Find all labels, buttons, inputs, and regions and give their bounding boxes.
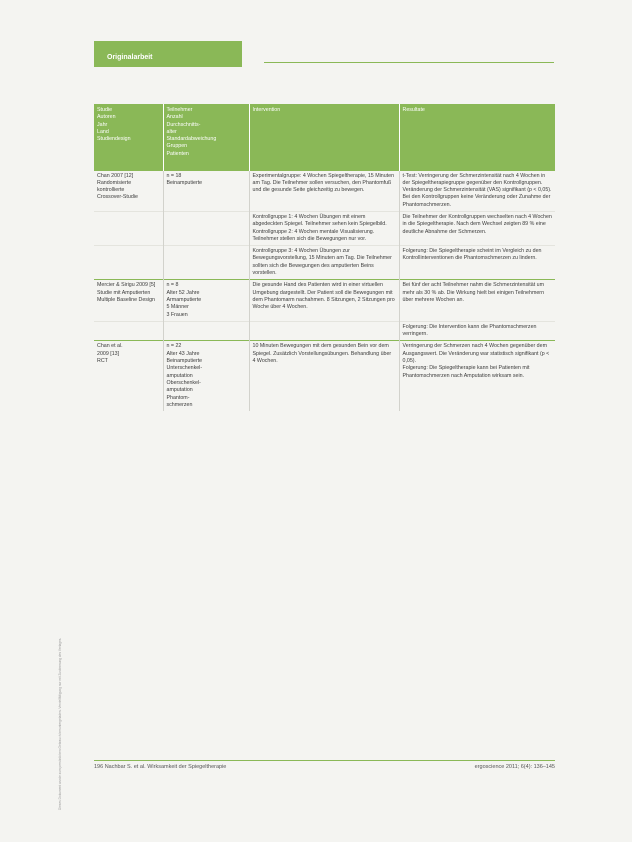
header-rule: [264, 62, 554, 63]
cell-intervention: [249, 321, 399, 341]
cell-intervention: Kontrollgruppe 1: 4 Wochen Übungen mit einem abgedeckten Spiegel. Teilnehmer sehen kein Spiegelbild. Kontrollgruppe 2: 4 Wochen mentale Visualisierung. Teilnehmer stellen sich die Bewegungen nur vor.: [249, 211, 399, 245]
cell-participants: [163, 211, 249, 245]
table-row: [94, 280, 555, 321]
cell-participants: [163, 321, 249, 341]
table-row: [94, 246, 555, 280]
cell-results: Verringerung der Schmerzen nach 4 Wochen gegenüber dem Ausgangswert. Die Veränderung war statistisch signifikant (p < 0,05). Folgerung: Die Spiegeltherapie kann bei Patienten mit Phantomschmerzen nach Amputation wirksam sein.: [399, 341, 555, 411]
table-row: [94, 211, 555, 245]
footer-citation: 196 Nachbar S. et al. Wirksamkeit der Spiegeltherapie: [94, 764, 227, 770]
cell-intervention: 10 Minuten Bewegungen mit dem gesunden Bein vor dem Spiegel. Zusätzlich Vorstellungsübungen. Behandlung über 4 Wochen.: [249, 341, 399, 411]
cell-study: Chan 2007 [12] Randomisierte kontrollierte Crossover-Studie: [94, 170, 163, 211]
cell-results: Folgerung: Die Spiegeltherapie scheint im Vergleich zu den Kontrollinterventionen die Phantomschmerzen zu lindern.: [399, 246, 555, 280]
cell-study: [94, 246, 163, 280]
header-results: Resultate: [399, 104, 555, 170]
table-row: [94, 170, 555, 211]
cell-results: Die Teilnehmer der Kontrollgruppen wechselten nach 4 Wochen in die Spiegeltherapie. Nach dem Wechsel zeigten 89 % eine deutliche Abnahme der Schmerzen.: [399, 211, 555, 245]
cell-study: [94, 211, 163, 245]
table-header-row: [94, 104, 555, 170]
cell-intervention: Kontrollgruppe 3: 4 Wochen Übungen zur Bewegungsvorstellung, 15 Minuten am Tag. Die Teilnehmer sollten sich die Bewegungen des amputierten Beins vorstellen.: [249, 246, 399, 280]
table-row: [94, 341, 555, 411]
header-participants: Teilnehmer Anzahl Durchschnitts- alter Standardabweichung Gruppen Patienten: [163, 104, 249, 170]
cell-results: t-Test: Verringerung der Schmerzintensität nach 4 Wochen in der Spiegeltherapiegruppe gegenüber den Kontrollgruppen. Veränderung der Schmerzintensität (VAS) signifikant (p < 0,05). Bei den Kontrollgruppen keine Veränderung oder Zunahme der Phantomschmerzen.: [399, 170, 555, 211]
footer-rule: [94, 760, 555, 761]
section-tag: Originalarbeit: [94, 41, 242, 67]
results-table: [94, 104, 555, 411]
cell-study: Chan et al. 2009 [13] RCT: [94, 341, 163, 411]
header-study: Studie Autoren Jahr Land Studiendesign: [94, 104, 163, 170]
cell-participants: n = 22 Alter 43 Jahre Beinamputierte Unterschenkel- amputation Oberschenkel- amputation Phantom- schmerzen: [163, 341, 249, 411]
footer-journal: ergoscience 2011; 6(4): 136–145: [474, 764, 555, 770]
cell-intervention: Experimentalgruppe: 4 Wochen Spiegeltherapie, 15 Minuten am Tag. Die Teilnehmer sollen versuchen, den Phantomfuß und die gesunde Seite gleichzeitig zu bewegen.: [249, 170, 399, 211]
table-row: [94, 321, 555, 341]
cell-participants: n = 8 Alter 52 Jahre Armamputierte 5 Männer 3 Frauen: [163, 280, 249, 321]
cell-participants: [163, 246, 249, 280]
cell-intervention: Die gesunde Hand des Patienten wird in einer virtuellen Umgebung dargestellt. Der Patient soll die Bewegungen mit dem Phantomarm nachahmen. 8 Sitzungen, 2 Sitzungen pro Woche über 4 Wochen.: [249, 280, 399, 321]
cell-participants: n = 18 Beinamputierte: [163, 170, 249, 211]
header-intervention: Intervention: [249, 104, 399, 170]
side-copyright-note: Dieses Dokument wurde zum persönlichen Gebrauch heruntergeladen. Vervielfältigung nur mit Zustimmung des Verlages.: [58, 637, 62, 810]
cell-results: Folgerung: Die Intervention kann die Phantomschmerzen verringern.: [399, 321, 555, 341]
cell-results: Bei fünf der acht Teilnehmer nahm die Schmerzintensität um mehr als 30 % ab. Die Wirkung hielt bei einigen Teilnehmern über mehrere Wochen an.: [399, 280, 555, 321]
cell-study: Mercier & Sirigu 2009 [5] Studie mit Amputierten Multiple Baseline Design: [94, 280, 163, 321]
cell-study: [94, 321, 163, 341]
